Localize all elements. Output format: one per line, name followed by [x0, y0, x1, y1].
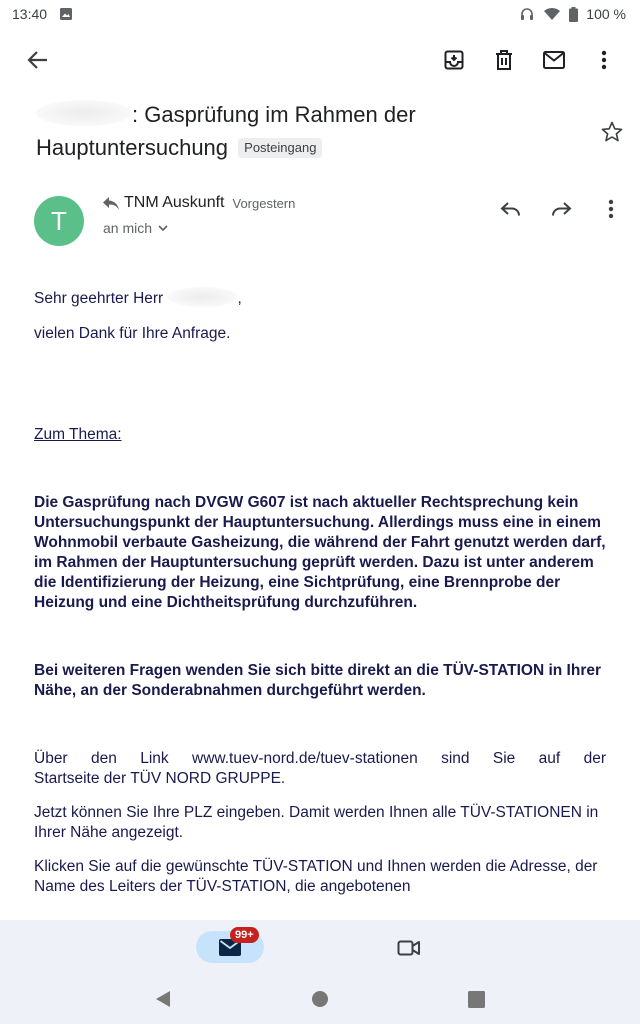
body-paragraph-2: Bei weiteren Fragen wenden Sie sich bitte direkt an die TÜV-STATION in Ihrer Nähe, an der Sonderabnahmen durchgeführt werden. — [34, 662, 602, 699]
redacted-subject-prefix — [36, 100, 132, 126]
star-button[interactable] — [598, 118, 626, 146]
sender-header — [102, 194, 295, 212]
battery-level: 100 % — [586, 6, 626, 22]
avatar[interactable]: T — [34, 196, 84, 246]
nav-mail-tab[interactable] — [196, 931, 264, 963]
back-button[interactable] — [20, 42, 56, 78]
redacted-name — [168, 287, 238, 307]
archive-button[interactable] — [436, 42, 472, 78]
system-home-button[interactable] — [307, 986, 333, 1012]
body-paragraph-1: Die Gasprüfung nach DVGW G607 ist nach aktueller Rechtsprechung kein Untersuchungspunkt der Hauptuntersuchung. Allerdings muss eine in einem Wohnmobil verbaute Gasheizung, die während der Fahrt genutzt werden darf, im Rahmen der Hauptuntersuchung geprüft werden. Dazu ist unter anderem die Identifizierung der Heizung, eine Sichtprüfung, eine Brennprobe der Heizung und eine Dichtheitsprüfung durchzuführen. — [34, 494, 606, 611]
status-time: 13:40 — [12, 6, 48, 22]
system-back-button[interactable] — [150, 986, 176, 1012]
subject-text: : Gasprüfung im Rahmen der Hauptuntersuchung — [36, 102, 416, 160]
system-navigation-bar — [0, 974, 640, 1024]
more-options-button[interactable] — [586, 42, 622, 78]
email-body — [34, 270, 606, 897]
star-outline-icon — [600, 120, 624, 144]
battery-icon — [569, 7, 578, 22]
body-paragraph-3-line-2: Startseite der TÜV NORD GRUPPE. — [34, 770, 286, 787]
square-recents-icon — [468, 991, 485, 1008]
unread-badge: 99+ — [230, 927, 259, 943]
circle-home-icon — [311, 990, 329, 1008]
topic-heading: Zum Thema: — [34, 426, 122, 443]
delete-button[interactable] — [486, 42, 522, 78]
top-toolbar — [0, 36, 640, 84]
reply-icon — [500, 201, 522, 217]
replied-icon — [102, 195, 120, 211]
email-subject — [36, 98, 576, 164]
thanks-line: vielen Dank für Ihre Anfrage. — [34, 325, 231, 342]
archive-icon — [443, 49, 465, 71]
trash-icon — [494, 49, 514, 71]
recipient-toggle[interactable] — [103, 220, 168, 236]
forward-button[interactable] — [544, 192, 578, 226]
video-camera-icon — [397, 939, 421, 957]
more-vert-icon — [608, 199, 614, 219]
body-paragraph-5: Klicken Sie auf die gewünschte TÜV-STATION und Ihnen werden die Adresse, der Name des Leiters der TÜV-STATION, die angebotenen — [34, 858, 598, 895]
nav-meet-tab[interactable] — [394, 933, 424, 963]
recipient-label: an mich — [103, 220, 153, 236]
body-paragraph-3-line-1: Über den Link www.tuev-nord.de/tuev-stationen sind Sie auf der — [34, 750, 606, 767]
arrow-back-icon — [27, 49, 49, 71]
status-bar — [0, 0, 640, 28]
mail-icon — [542, 50, 566, 70]
more-vert-icon — [601, 50, 607, 70]
sender-name: TNM Auskunft — [124, 194, 225, 211]
mark-unread-button[interactable] — [536, 42, 572, 78]
label-chip-inbox[interactable]: Posteingang — [238, 138, 322, 158]
system-recents-button[interactable] — [463, 986, 489, 1012]
bottom-navigation — [0, 920, 640, 974]
forward-icon — [550, 201, 572, 217]
triangle-back-icon — [154, 990, 172, 1008]
body-paragraph-4: Jetzt können Sie Ihre PLZ eingeben. Damit werden Ihnen alle TÜV-STATIONEN in Ihrer Nähe angezeigt. — [34, 804, 599, 841]
reply-button[interactable] — [494, 192, 528, 226]
chevron-down-icon — [158, 225, 168, 232]
greeting-line: Sehr geehrter Herr , — [34, 287, 606, 309]
wifi-icon — [543, 7, 561, 21]
message-time: Vorgestern — [232, 195, 296, 211]
image-notification-icon — [59, 7, 73, 21]
headset-icon — [519, 6, 535, 22]
sender-row — [0, 192, 640, 252]
message-more-button[interactable] — [594, 192, 628, 226]
